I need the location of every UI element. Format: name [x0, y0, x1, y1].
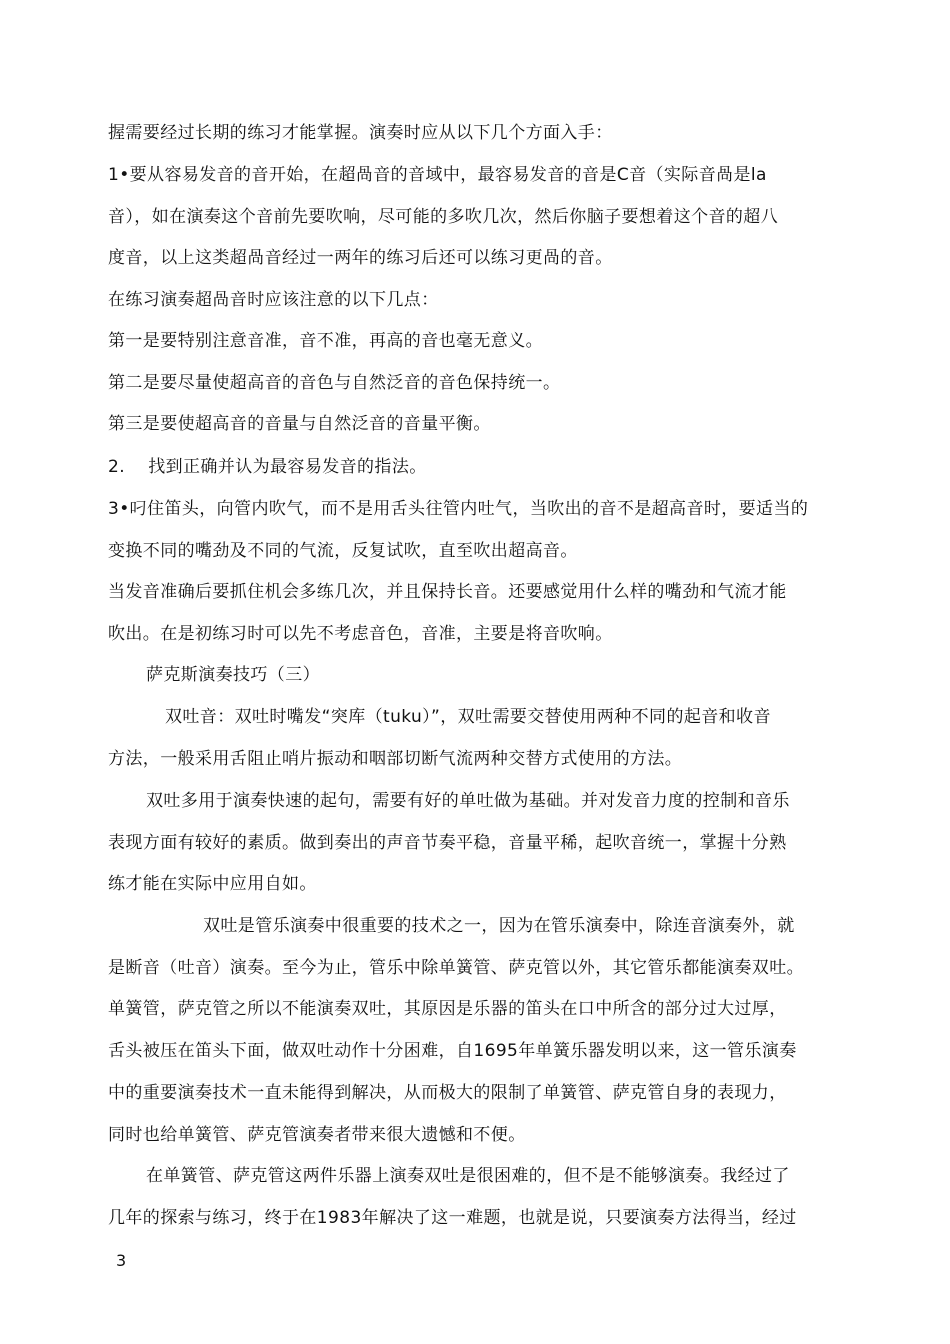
text-line: 1•要从容易发音的音开始，在超咼音的音域中，最容易发音的音是C音（实际音咼是la [108, 165, 767, 185]
text-line: 双吐是管乐演奏中很重要的技术之一，因为在管乐演奏中，除连音演奏外，就 [203, 916, 795, 936]
text-line: 舌头被压在笛头下面，做双吐动作十分困难，自1695年单簧乐器发明以来，这一管乐演奏 [108, 1041, 797, 1061]
text-line: 单簧管，萨克管之所以不能演奏双吐，其原因是乐器的笛头在口中所含的部分过大过厚， [108, 999, 787, 1019]
text-line: 在练习演奏超咼音时应该注意的以下几点： [108, 290, 439, 310]
text-line: 几年的探索与练习，终于在1983年解决了这一难题，也就是说，只要演奏方法得当，经过 [108, 1208, 797, 1228]
list-item-2: 2. 找到正确并认为最容易发音的指法。 [108, 457, 427, 477]
page-number: 3 [116, 1251, 127, 1270]
text-line: 3•叼住笛头，向管内吹气，而不是用舌头往管内吐气，当吹出的音不是超高音时，要适当的 [108, 499, 809, 519]
text-line: 第二是要尽量使超高音的音色与自然泛音的音色保持统一。 [108, 373, 561, 393]
text-line: 在单簧管、萨克管这两件乐器上演奏双吐是很困难的，但不是不能够演奏。我经过了 [146, 1166, 790, 1186]
text-line: 中的重要演奏技术一直未能得到解决，从而极大的限制了单簧管、萨克管自身的表现力， [108, 1083, 787, 1103]
text-line: 方法，一般采用舌阻止哨片振动和咽部切断气流两种交替方式使用的方法。 [108, 749, 683, 769]
text-line: 同时也给单簧管、萨克管演奏者带来很大遗憾和不便。 [108, 1125, 526, 1145]
text-line: 双吐多用于演奏快速的起句，需要有好的单吐做为基础。并对发音力度的控制和音乐 [146, 791, 790, 811]
text-line: 表现方面有较好的素质。做到奏出的声音节奏平稳，音量平稀，起吹音统一，掌握十分熟 [108, 833, 787, 853]
text-line: 握需要经过长期的练习才能掌握。演奏时应从以下几个方面入手： [108, 123, 613, 143]
text-line: 练才能在实际中应用自如。 [108, 874, 317, 894]
text-line: 音），如在演奏这个音前先要吹响，尽可能的多吹几次，然后你脑子要想着这个音的超八 [108, 207, 779, 227]
text-line: 第三是要使超高音的音量与自然泛音的音量平衡。 [108, 414, 491, 434]
section-heading: 萨克斯演奏技巧（三） [146, 665, 320, 685]
text-line: 第一是要特别注意音准，音不准，再高的音也毫无意义。 [108, 331, 543, 351]
text-line: 吹出。在是初练习时可以先不考虑音色，音准，主要是将音吹响。 [108, 624, 613, 644]
text-line: 度音，以上这类超咼音经过一两年的练习后还可以练习更咼的音。 [108, 248, 613, 268]
text-line: 是断音（吐音）演奏。至今为止，管乐中除单簧管、萨克管以外，其它管乐都能演奏双吐。 [108, 958, 804, 978]
text-line: 当发音准确后要抓住机会多练几次，并且保持长音。还要感觉用什么样的嘴劲和气流才能 [108, 582, 787, 602]
text-line: 变换不同的嘴劲及不同的气流，反复试吹，直至吹出超高音。 [108, 541, 578, 561]
text-line: 双吐音：双吐时嘴发“突库（tuku）”，双吐需要交替使用两种不同的起音和收音 [165, 707, 771, 727]
